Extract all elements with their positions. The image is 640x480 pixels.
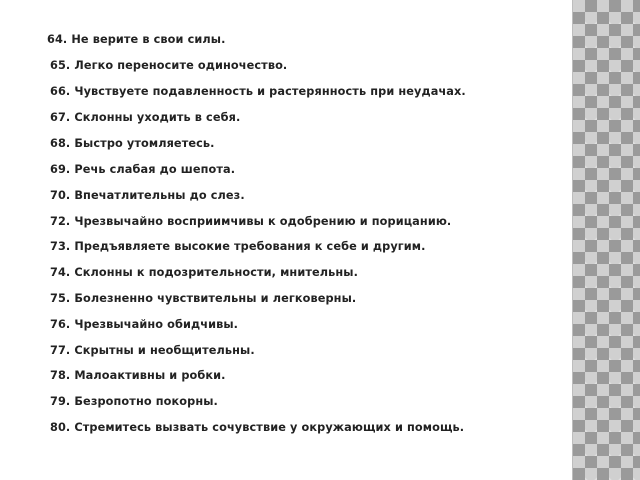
list-item: 70. Впечатлительны до слез. [50,189,245,202]
list-item: 76. Чрезвычайно обидчивы. [50,318,239,331]
list-item: 65. Легко переносите одиночество. [50,59,288,72]
decorative-pattern-strip [572,0,640,480]
list-item: 72. Чрезвычайно восприимчивы к одобрению и порицанию. [50,215,452,228]
list-item: 77. Скрытны и необщительны. [50,344,255,357]
list-item: 73. Предъявляете высокие требования к себе и другим. [50,240,426,253]
list-item: 66. Чувствуете подавленность и растерянность при неудачах. [50,85,466,98]
list-item: 69. Речь слабая до шепота. [50,163,236,176]
list-item: 75. Болезненно чувствительны и легковерны. [50,292,357,305]
list-item: 80. Стремитесь вызвать сочувствие у окружающих и помощь. [50,421,465,434]
list-item: 68. Быстро утомляетесь. [50,137,215,150]
list-item: 67. Склонны уходить в себя. [50,111,241,124]
list-item: 78. Малоактивны и робки. [50,369,226,382]
list-item: 64. Не верите в свои силы. [47,33,226,46]
list-item: 74. Склонны к подозрительности, мнительны. [50,266,358,279]
list-item: 79. Безропотно покорны. [50,395,218,408]
